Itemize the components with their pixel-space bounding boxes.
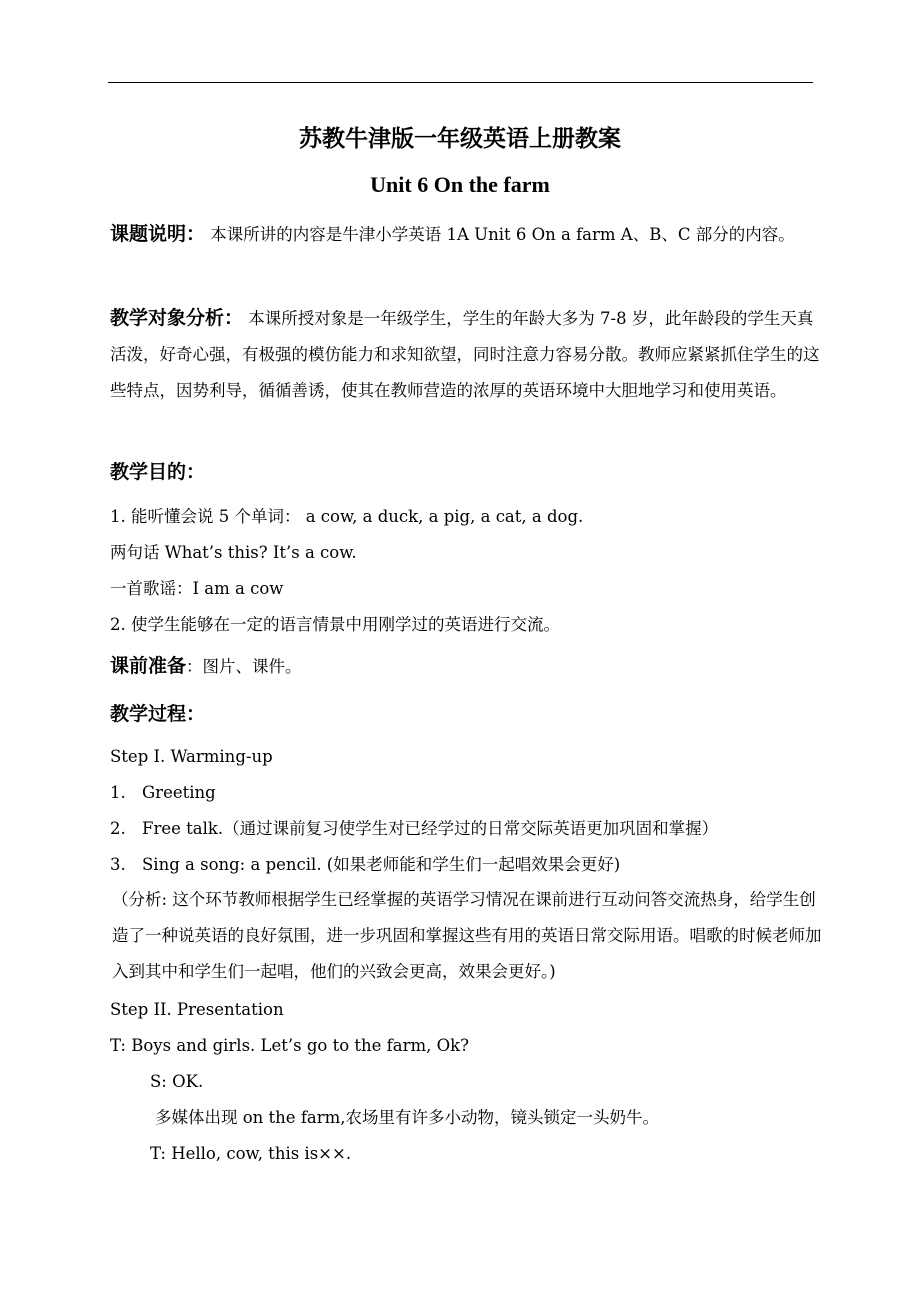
dialogue-line: S: OK. [150,1072,204,1091]
process-item [110,819,820,839]
process-item [110,783,820,803]
process-item-text: Sing a song: a pencil. (如果老师能和学生们一起唱效果会更好) [142,855,621,874]
process-heading: 教学过程： [110,703,206,725]
topic-paragraph [110,216,822,253]
audience-text: 本课所授对象是一年级学生，学生的年龄大多为 7-8 岁，此年龄段的学生天真活泼，好奇心强，有极强的模仿能力和求知欲望，同时注意力容易分散。教师应紧紧抓住学生的这些特点，因势利导，循循善诱，使其在教师营造的浓厚的英语环境中大胆地学习和使用英语。 [110,309,820,400]
prep-line [110,656,820,677]
topic-label: 课题说明： [110,223,206,245]
objective-item-2: 2. 使学生能够在一定的语言情景中用刚学过的英语进行交流。 [110,615,560,634]
prep-text: ：图片、课件。 [186,657,302,676]
topic-text: 本课所讲的内容是牛津小学英语 1A Unit 6 On a farm A、B、C 部分的内容。 [210,225,795,244]
header-rule [108,82,813,83]
process-item-num: 1. [110,783,126,802]
process-item-text: Greeting [142,783,216,802]
audience-label: 教学对象分析： [110,307,244,329]
objectives-heading: 教学目的： [110,461,206,483]
dialogue-line: T: Boys and girls. Let’s go to the farm, Ok? [110,1036,470,1055]
step-2-heading: Step II. Presentation [110,1000,284,1019]
document-subtitle: Unit 6 On the farm [370,172,550,197]
prep-label: 课前准备 [110,655,187,677]
dialogue-line: 多媒体出现 on the farm,农场里有许多小动物，镜头锁定一头奶牛。 [155,1108,660,1127]
process-item-num: 2. [110,819,126,838]
document-title: 苏教牛津版一年级英语上册教案 [299,126,621,152]
objective-item-1b: 两句话 What’s this? It’s a cow. [110,543,357,562]
process-item-num: 3. [110,855,126,874]
step-1-heading: Step I. Warming-up [110,747,273,766]
dialogue-line: T: Hello, cow, this is××. [150,1144,352,1163]
objective-item-1c: 一首歌谣：I am a cow [110,579,284,598]
objective-item-1: 1. 能听懂会说 5 个单词： a cow, a duck, a pig, a cat, a dog. [110,507,584,526]
process-item-text: Free talk.（通过课前复习使学生对已经学过的日常交际英语更加巩固和掌握） [142,819,719,838]
process-item [110,855,820,875]
analysis-paragraph: （分析: 这个环节教师根据学生已经掌握的英语学习情况在课前进行互动问答交流热身，给学生创造了一种说英语的良好氛围，进一步巩固和掌握这些有用的英语日常交际用语。唱歌的时候老师加入到其中和学生们一起唱，他们的兴致会更高，效果会更好。) [112,890,822,981]
audience-paragraph [110,300,822,409]
